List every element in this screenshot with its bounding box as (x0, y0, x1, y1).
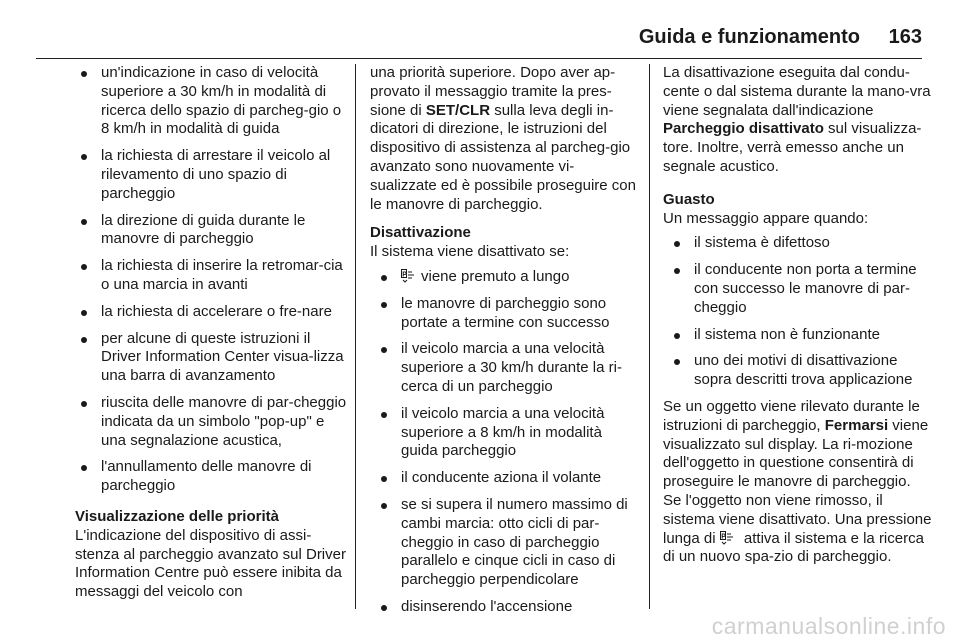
list-item: il veicolo marcia a una velocità superiore a 30 km/h durante la ri-cerca di un parcheggio (370, 340, 640, 396)
priority-continued-paragraph: una priorità superiore. Dopo aver ap-provato il messaggio tramite la pres-sione di SET/CLR sulla leva degli in-dicatori di direzione, le istruzioni del dispositivo di assistenza al parcheg-gio avanzato sono nuovamente vi-sualizzate ed è possibile proseguire con le manovre di parcheggio. (370, 64, 636, 213)
bullet-icon (381, 476, 387, 482)
bullet-icon (81, 71, 87, 77)
list-item: la richiesta di accelerare o fre-nare (75, 303, 347, 322)
bullet-icon (81, 465, 87, 471)
stop-label: Fermarsi (824, 416, 889, 434)
park-assist-icon (720, 531, 736, 545)
bullet-icon (81, 310, 87, 316)
bullet-icon (674, 241, 680, 247)
fault-intro: Un messaggio appare quando: (663, 209, 869, 227)
page-header (36, 16, 922, 59)
deactivation-notice-paragraph: La disattivazione eseguita dal condu-cente o dal sistema durante la mano-vra viene segnalata dall'indicazione Parcheggio disattivato sul visualizza-tore. Inoltre, verrà emesso anche un segnale acustico. (663, 64, 931, 175)
list-item: le manovre di parcheggio sono portate a termine con successo (370, 295, 640, 333)
column-divider (649, 64, 650, 609)
bullet-icon (81, 401, 87, 407)
section-heading-priority: Visualizzazione delle priorità (75, 507, 279, 525)
bullet-icon (674, 268, 680, 274)
object-detected-paragraph: Se un oggetto viene rilevato durante le istruzioni di parcheggio, Fermarsi viene visualizzato sul display. La ri-mozione dell'oggetto in questione consentirà di proseguire le manovre di parcheggio. Se l'oggetto non viene rimosso, il sistema viene disattivato. Una pressione lunga di P attiva il sistema e la ricerca di un nuovo spa-zio di parcheggio. (663, 397, 932, 566)
fault-section (663, 191, 933, 229)
list-item: il sistema è difettoso (663, 234, 933, 253)
park-assist-icon (401, 269, 417, 283)
list-item: disinserendo l'accensione (370, 598, 640, 617)
watermark: carmanualsonline.info (711, 613, 946, 639)
bullet-icon (381, 605, 387, 611)
bullet-icon (381, 275, 387, 281)
set-clr-label: SET/CLR (425, 101, 491, 119)
col1-bullet-list (75, 64, 347, 496)
column-divider (355, 64, 356, 609)
bullet-icon (81, 154, 87, 160)
bullet-icon (381, 412, 387, 418)
svg-text:P: P (402, 271, 407, 279)
priority-paragraph: L'indicazione del dispositivo di assi-stenza al parcheggio avanzato sul Driver Information Centre può essere inibita da messaggi del veicolo con (75, 526, 346, 601)
priority-section (75, 508, 347, 602)
list-item: il conducente non porta a termine con successo le manovre di par-cheggio (663, 261, 933, 317)
bullet-icon (81, 264, 87, 270)
column-1 (75, 64, 347, 612)
bullet-icon (381, 347, 387, 353)
bullet-icon (674, 359, 680, 365)
list-item: il conducente aziona il volante (370, 469, 640, 488)
column-3 (663, 64, 933, 577)
bullet-icon (81, 337, 87, 343)
parking-deactivated-label: Parcheggio disattivato (663, 120, 824, 138)
bullet-icon (381, 503, 387, 509)
column-2 (370, 64, 640, 625)
section-heading-fault: Guasto (663, 190, 715, 208)
list-item: l'annullamento delle manovre di parcheggio (75, 458, 347, 496)
col2-bullet-list (370, 268, 640, 617)
list-item: un'indicazione in caso di velocità superiore a 30 km/h in modalità di ricerca dello spazio di parcheg-gio o 8 km/h in modalità di guida (75, 64, 347, 139)
list-item: il veicolo marcia a una velocità superiore a 8 km/h in modalità guida parcheggio (370, 405, 640, 461)
bullet-icon (381, 302, 387, 308)
bullet-icon (674, 333, 680, 339)
col3-bullet-list (663, 234, 933, 390)
deactivation-section (370, 224, 640, 262)
bullet-icon (81, 219, 87, 225)
list-item: riuscita delle manovre di par-cheggio indicata da un simbolo "pop-up" e una segnalazione acustica, (75, 394, 347, 450)
list-item: la richiesta di inserire la retromar-cia o una marcia in avanti (75, 257, 347, 295)
list-item: la richiesta di arrestare il veicolo al rilevamento di uno spazio di parcheggio (75, 147, 347, 203)
svg-text:P: P (721, 532, 726, 540)
deactivation-intro: Il sistema viene disattivato se: (370, 243, 570, 261)
list-item: il sistema non è funzionante (663, 326, 933, 345)
list-item: per alcune di queste istruzioni il Driver Information Center visua-lizza una barra di avanzamento (75, 330, 347, 386)
section-heading-deactivation: Disattivazione (370, 224, 471, 242)
list-item: la direzione di guida durante le manovre di parcheggio (75, 212, 347, 250)
list-item: uno dei motivi di disattivazione sopra descritti trova applicazione (663, 352, 933, 390)
page-number: 163 (888, 26, 922, 48)
page-title: Guida e funzionamento (638, 26, 860, 48)
list-item: P viene premuto a lungo (370, 268, 640, 287)
list-item: se si supera il numero massimo di cambi marcia: otto cicli di par-cheggio in caso di parcheggio parallelo e cinque cicli in caso di parcheggio perpendicolare (370, 496, 640, 590)
